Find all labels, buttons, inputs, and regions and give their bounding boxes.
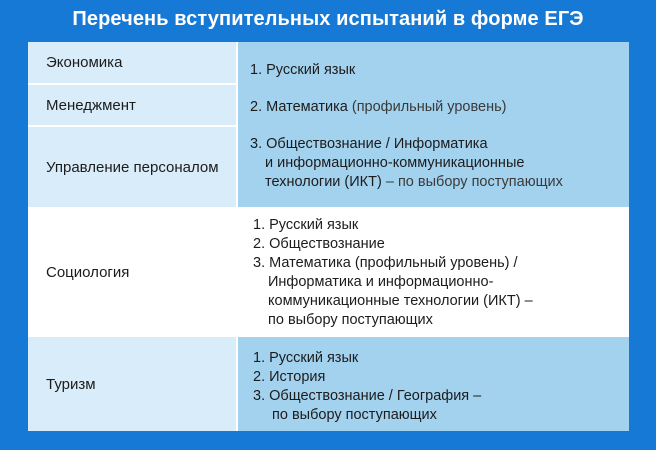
exam-list-group-2 [238,209,629,335]
exam-line: 3. Математика (профильный уровень) / [253,255,518,271]
exam-line: по выбору поступающих [268,312,433,328]
exam-line: Информатика и информационно- [268,274,494,290]
row-label: Менеджмент [46,96,136,114]
row-upravlenie-personalom [28,127,236,207]
exam-line: и информационно-коммуникационные [265,155,525,171]
exam-line: 1. Русский язык [253,350,359,366]
exam-line [250,98,507,116]
subject: технологии (ИКТ) [265,174,382,190]
row-label: Управление персоналом [46,158,219,176]
exam-list-group-3 [238,337,629,431]
subject: 2. Математика [250,99,348,115]
page-title: Перечень вступительных испытаний в форме ЕГЭ [72,8,584,30]
exam-table [28,42,629,431]
exam-line: 1. Русский язык [253,217,359,233]
exam-line: 3. Обществознание / География – [253,388,482,404]
row-label: Туризм [46,375,96,393]
subject-note: – по выбору поступающих [381,174,563,190]
exam-line: коммуникационные технологии (ИКТ) – [268,293,533,309]
exam-line: 2. История [253,369,326,385]
row-label: Экономика [46,54,123,71]
row-label: Социология [46,263,130,281]
exam-line: 3. Обществознание / Информатика [250,136,488,152]
exam-line: 2. Обществознание [253,236,385,252]
row-menedzhment [28,85,236,125]
row-turizm [28,337,236,431]
row-ekonomika [28,42,236,83]
row-sociologiya [28,209,236,335]
exam-line: по выбору поступающих [272,407,437,423]
exam-line [265,173,563,191]
exam-line: 1. Русский язык [250,62,356,78]
subject-note: (профильный уровень) [347,99,507,115]
exam-list-group-1 [238,42,629,207]
